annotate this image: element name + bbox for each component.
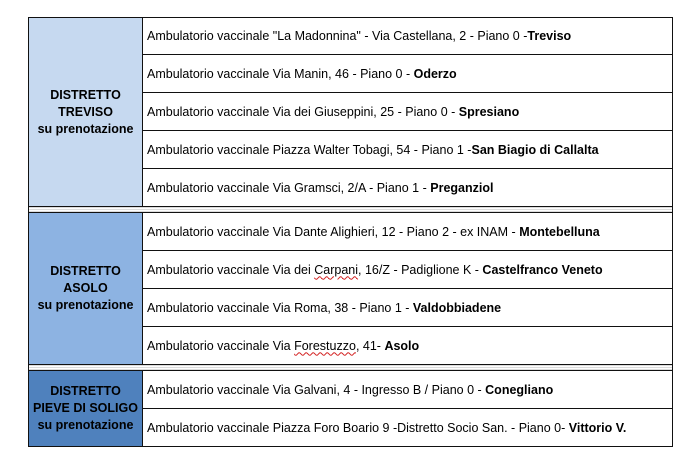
center-place: Oderzo (413, 66, 457, 81)
center-list (143, 371, 672, 446)
center-row (143, 92, 672, 130)
center-address: Ambulatorio vaccinale Via Manin, 46 - Piano 0 - (147, 66, 411, 81)
center-place: Preganziol (430, 180, 494, 195)
center-address: Ambulatorio vaccinale Via Roma, 38 - Piano 1 - (147, 300, 410, 315)
center-place: Treviso (527, 29, 572, 43)
district-label-line: DISTRETTO (50, 384, 121, 398)
center-address: Ambulatorio vaccinale Piazza Foro Boario 9 -Distretto Socio San. - Piano 0- (147, 420, 566, 435)
center-address-post: , 16/Z - Padiglione K - (358, 262, 479, 277)
district-label-line: TREVISO (58, 104, 113, 119)
center-place: Vittorio V. (568, 420, 627, 435)
spellcheck-flagged-word: Forestuzzo (294, 338, 356, 353)
district-label-line: PIEVE DI SOLIGO (33, 401, 138, 415)
center-row (143, 130, 672, 168)
center-row (143, 326, 672, 364)
center-address-pre: Ambulatorio vaccinale Via dei (147, 262, 311, 277)
center-address-pre: Ambulatorio vaccinale Via (147, 338, 291, 353)
center-row (143, 408, 672, 446)
district-label-line: su prenotazione (37, 418, 134, 432)
district-label-line: su prenotazione (37, 121, 134, 136)
center-place: Spresiano (458, 104, 520, 119)
district-pieve-di-soligo (28, 370, 673, 447)
center-address: Ambulatorio vaccinale "La Madonnina" - Via Castellana, 2 - Piano 0 - (147, 29, 528, 43)
center-address: Ambulatorio vaccinale Via Dante Alighieri, 12 - Piano 2 - ex INAM - (147, 224, 516, 239)
district-label-line: DISTRETTO (50, 264, 121, 278)
district-label (29, 18, 143, 206)
center-address: Ambulatorio vaccinale Via Gramsci, 2/A - Piano 1 - (147, 180, 427, 195)
center-list (143, 213, 672, 364)
center-row (143, 168, 672, 206)
vaccination-centers-table (28, 17, 673, 447)
district-label (29, 213, 143, 364)
district-asolo (28, 212, 673, 365)
center-row (143, 54, 672, 92)
center-list (143, 18, 672, 206)
center-row (143, 18, 672, 54)
center-place: Valdobbiadene (412, 300, 502, 315)
district-treviso (28, 17, 673, 207)
spellcheck-flagged-word: Carpani (314, 262, 359, 277)
center-address-post: , 41- (355, 338, 381, 353)
district-label-line: DISTRETTO (50, 87, 121, 102)
center-row (143, 371, 672, 408)
center-row (143, 250, 672, 288)
center-address: Ambulatorio vaccinale Via Galvani, 4 - Ingresso B / Piano 0 - (147, 382, 482, 397)
center-place: Conegliano (485, 382, 554, 397)
center-address: Ambulatorio vaccinale Via dei Giuseppini, 25 - Piano 0 - (147, 104, 456, 119)
center-place: San Biagio di Callalta (471, 142, 599, 157)
center-row (143, 288, 672, 326)
center-place: Montebelluna (519, 224, 600, 239)
district-label (29, 371, 143, 446)
district-label-line: su prenotazione (37, 298, 134, 312)
center-place: Castelfranco Veneto (482, 262, 603, 277)
center-place: Asolo (384, 338, 420, 353)
center-row (143, 213, 672, 250)
center-address: Ambulatorio vaccinale Piazza Walter Tobagi, 54 - Piano 1 - (147, 142, 472, 157)
district-label-line: ASOLO (63, 281, 108, 295)
